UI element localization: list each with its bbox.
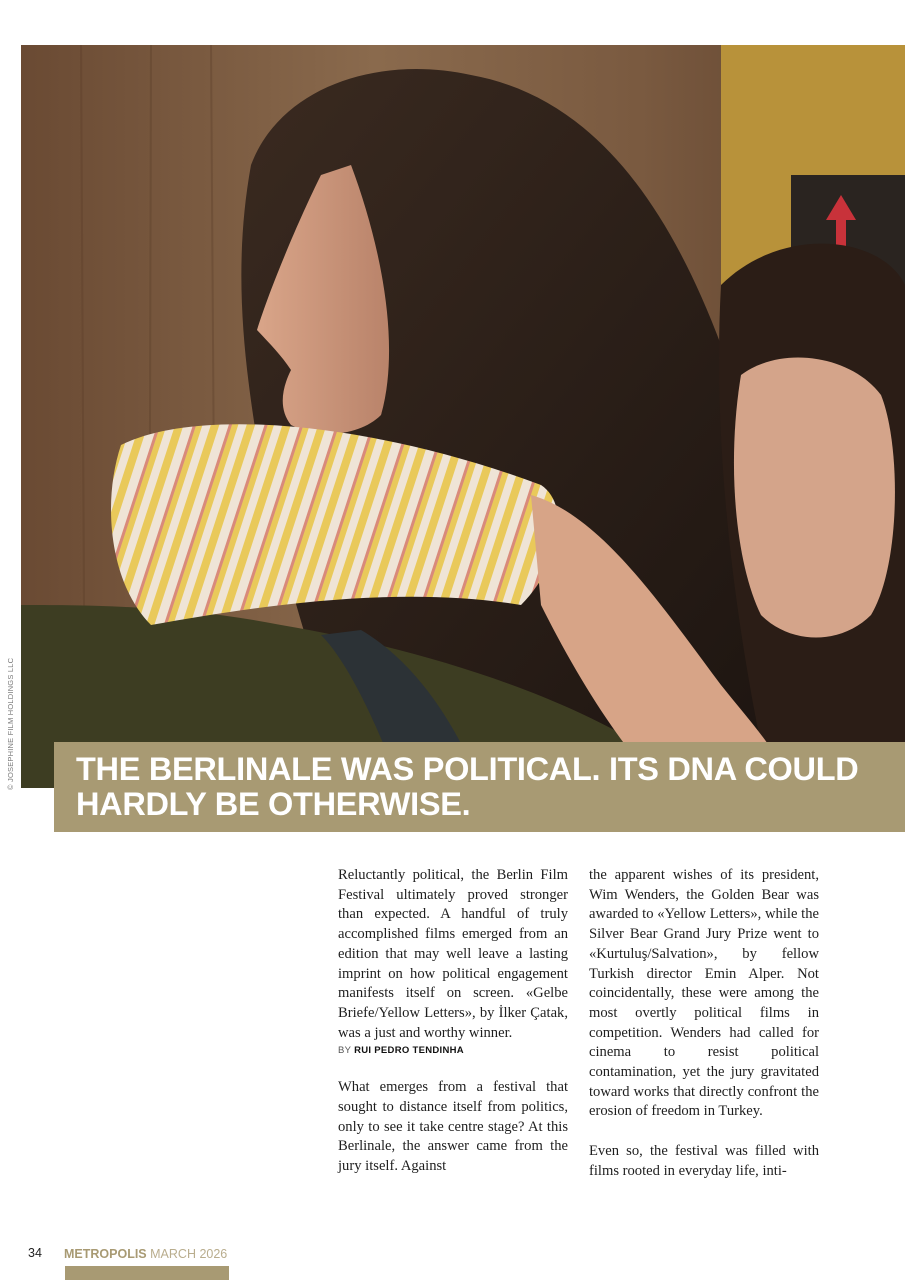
hero-photo (21, 45, 905, 788)
magazine-name: METROPOLIS (64, 1247, 147, 1261)
headline-line-2: HARDLY BE OTHERWISE. (76, 786, 471, 822)
article-column-right (589, 866, 819, 1182)
body-paragraph-2: Even so, the festival was filled with films rooted in everyday life, inti- (589, 1143, 819, 1179)
body-paragraph-1: What emerges from a festival that sought to distance itself from politics, only to see it take centre stage? At this Berlinale, the answer came from the jury itself. Against (338, 1079, 568, 1175)
intro-paragraph: Reluctantly political, the Berlin Film Festival ultimately proved stronger than expected. A handful of truly accomplished films emerged from an edition that may well leave a lasting imprint on how political engagement manifests itself on screen. «Gelbe Briefe/Yellow Letters», by İlker Çatak, was a just and worthy winner. (338, 867, 568, 1041)
footer-brand (64, 1247, 227, 1261)
photo-credit: © JOSEPHINE FILM HOLDINGS LLC (6, 657, 15, 790)
body-paragraph-1-continued: the apparent wishes of its president, Wim Wenders, the Golden Bear was awarded to «Yellow Letters», while the Silver Bear Grand Jury Prize went to «Kurtuluş/Salvation», by fellow Turkish director Emin Alper. Not coincidentally, these were among the most overtly political films in competition. Wenders had called for cinema to resist political contamination, yet the jury gravitated toward works that directly confront the erosion of freedom in Turkey. (589, 867, 819, 1120)
headline-line-1: THE BERLINALE WAS POLITICAL. ITS DNA COULD (76, 751, 859, 787)
page-number: 34 (28, 1246, 42, 1260)
article-column-left (338, 866, 568, 1177)
issue-date: MARCH 2026 (150, 1247, 228, 1261)
byline-author: RUI PEDRO TENDINHA (354, 1045, 464, 1057)
byline-prefix: BY (338, 1045, 352, 1057)
byline (338, 1044, 568, 1058)
headline-band (54, 742, 905, 832)
headline (76, 752, 858, 822)
footer-accent-bar (65, 1266, 229, 1280)
